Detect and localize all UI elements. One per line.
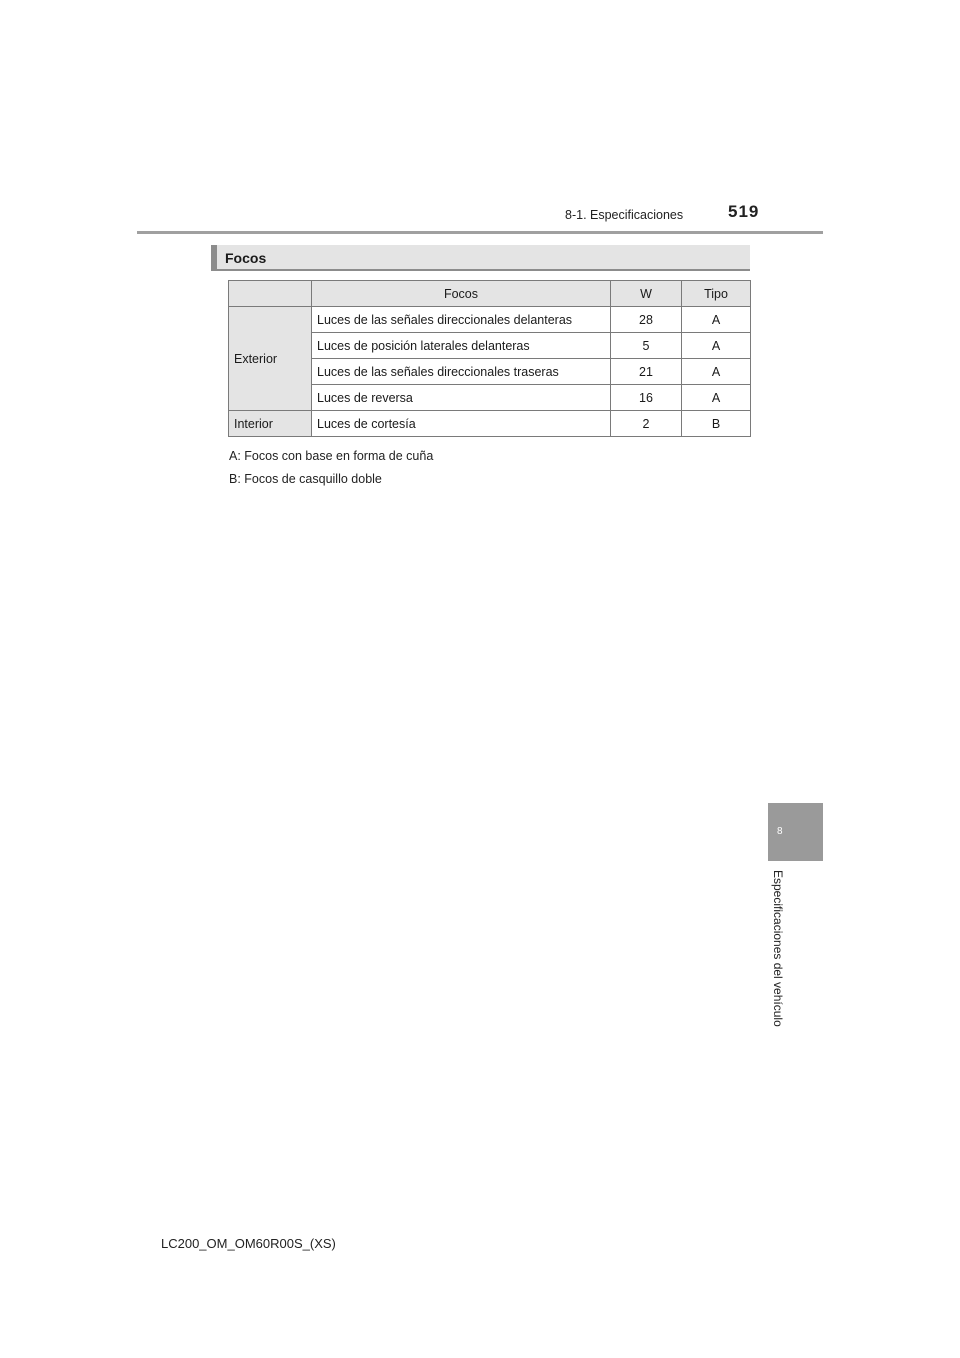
table-row bbox=[229, 411, 751, 437]
watts-cell: 16 bbox=[611, 385, 682, 411]
note-a: A: Focos con base en forma de cuña bbox=[229, 449, 434, 463]
type-cell: B bbox=[682, 411, 751, 437]
table-header-type: Tipo bbox=[682, 281, 751, 307]
group-cell-interior: Interior bbox=[229, 411, 312, 437]
note-b: B: Focos de casquillo doble bbox=[229, 472, 382, 486]
section-heading-bar bbox=[211, 245, 750, 271]
table-header-watts: W bbox=[611, 281, 682, 307]
bulb-name-cell: Luces de cortesía bbox=[312, 411, 611, 437]
bulb-table bbox=[228, 280, 751, 437]
bulb-name-cell: Luces de las señales direccionales delanteras bbox=[312, 307, 611, 333]
watts-cell: 28 bbox=[611, 307, 682, 333]
table-header-row bbox=[229, 281, 751, 307]
header-section-title: 8-1. Especificaciones bbox=[565, 208, 684, 222]
chapter-tab-label: Especificaciones del vehículo bbox=[771, 870, 785, 1027]
type-cell: A bbox=[682, 359, 751, 385]
table-header-bulb: Focos bbox=[312, 281, 611, 307]
table-header-group bbox=[229, 281, 312, 307]
type-cell: A bbox=[682, 333, 751, 359]
page-number: 519 bbox=[728, 202, 760, 221]
chapter-tab-number: 8 bbox=[777, 826, 783, 837]
bulb-name-cell: Luces de posición laterales delanteras bbox=[312, 333, 611, 359]
type-cell: A bbox=[682, 385, 751, 411]
watts-cell: 2 bbox=[611, 411, 682, 437]
bulb-name-cell: Luces de reversa bbox=[312, 385, 611, 411]
table-notes bbox=[229, 449, 433, 495]
bulb-name-cell: Luces de las señales direccionales traseras bbox=[312, 359, 611, 385]
section-title: Focos bbox=[225, 250, 267, 266]
group-cell-exterior: Exterior bbox=[229, 307, 312, 411]
header-divider bbox=[137, 231, 823, 234]
watts-cell: 5 bbox=[611, 333, 682, 359]
footer-doc-code: LC200_OM_OM60R00S_(XS) bbox=[161, 1236, 336, 1251]
watts-cell: 21 bbox=[611, 359, 682, 385]
type-cell: A bbox=[682, 307, 751, 333]
table-row bbox=[229, 307, 751, 333]
